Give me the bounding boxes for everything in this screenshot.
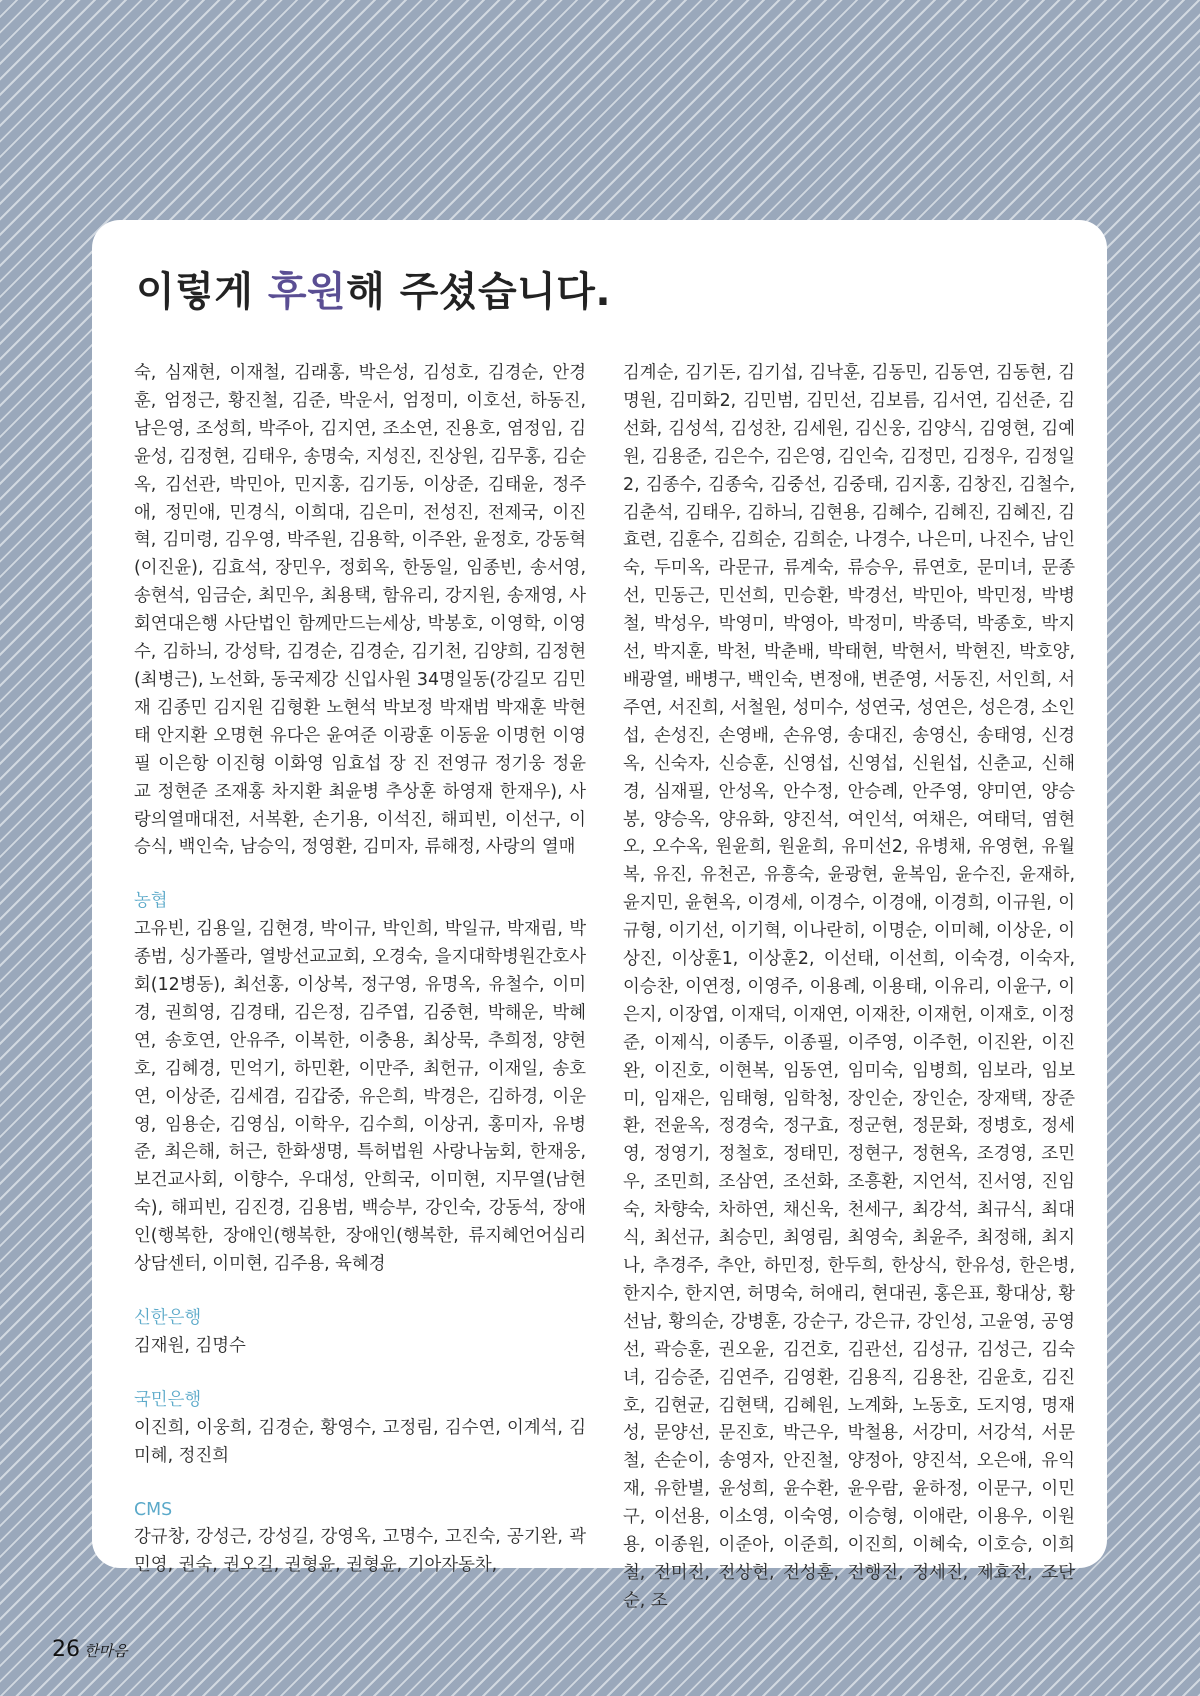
section-nonghyup bbox=[134, 888, 586, 1279]
section-heading: 국민은행 bbox=[134, 1389, 202, 1410]
title-text-after: 해 주셨습니다. bbox=[346, 269, 612, 315]
donor-list: 강규창, 강성근, 강성길, 강영옥, 고명수, 고진숙, 공기완, 곽민영, 권숙, 권오길, 권형윤, 권형윤, 기아자동차, bbox=[134, 1527, 586, 1576]
section-cms bbox=[134, 1497, 586, 1581]
page-footer bbox=[52, 1637, 127, 1662]
page-number: 26 bbox=[52, 1637, 80, 1662]
section-heading: CMS bbox=[134, 1499, 173, 1520]
section-shinhan bbox=[134, 1305, 586, 1361]
donor-list: 이진희, 이웅희, 김경순, 황영수, 고정림, 김수연, 이계석, 김미혜, 정진희 bbox=[134, 1417, 586, 1466]
donor-list: 고유빈, 김용일, 김현경, 박이규, 박인희, 박일규, 박재림, 박종범, 싱가폴라, 열방선교교회, 오경숙, 을지대학병원간호사회(12병동), 최선홍, 이상복, 정구영, 유명옥, 유철수, 이미경, 권희영, 김경태, 김은정, 김주엽, 김중현, 박해운, 박혜연, 송호연, 안유주, 이복한, 이충용, 최상묵, 추희정, 양현호, 김혜경, 민억기, 하민환, 이만주, 최헌규, 이재일, 송호연, 이상준, 김세겸, 김갑중, 유은희, 박경은, 김하경, 이운영, 임용순, 김영심, 이학우, 김수희, 이상귀, 홍미자, 유병준, 최은해, 허근, 한화생명, 특허법원 사랑나눔회, 한재웅, 보건교사회, 이향수, 우대성, 안희국, 이미현, 지무열(남현숙), 해피빈, 김진경, 김용범, 백승부, 강인숙, 강동석, 장애인(행복한, 장애인(행복한, 장애인(행복한, 류지혜언어심리상담센터, 이미현, 김주용, 육혜경 bbox=[134, 919, 586, 1275]
donor-list-continued: 김계순, 김기돈, 김기섭, 김낙훈, 김동민, 김동연, 김동현, 김명원, 김미화2, 김민범, 김민선, 김보름, 김서연, 김선준, 김선화, 김성석, 김성찬, 김세원, 김신웅, 김양식, 김영현, 김예원, 김용준, 김은수, 김은영, 김인숙, 김정민, 김정우, 김정일2, 김종수, 김종숙, 김중선, 김중태, 김지홍, 김창진, 김철수, 김춘석, 김태우, 김하늬, 김현용, 김혜수, 김혜진, 김혜진, 김효련, 김훈수, 김희순, 김희순, 나경수, 나은미, 나진수, 남인숙, 두미옥, 라문규, 류계숙, 류승우, 류연호, 문미녀, 문종선, 민동근, 민선희, 민승환, 박경선, 박민아, 박민정, 박병철, 박성우, 박영미, 박영아, 박정미, 박종덕, 박종호, 박지선, 박지훈, 박천, 박춘배, 박태현, 박현서, 박현진, 박호양, 배광열, 배병구, 백인숙, 변정애, 변준영, 서동진, 서인희, 서주연, 서진희, 서철원, 성미수, 성연국, 성연은, 성은경, 소인섭, 손성진, 손영배, 손유영, 송대진, 송영신, 송태영, 신경옥, 신숙자, 신승훈, 신영섭, 신영섭, 신원섭, 신춘교, 신해경, 심재필, 안성옥, 안수정, 안승례, 안주영, 양미연, 양승봉, 양승옥, 양유화, 양진석, 여인석, 여채은, 여태덕, 염현오, 오수옥, 원윤희, 원윤희, 유미선2, 유병채, 유영현, 유월복, 유진, 유천곤, 유흥숙, 윤광현, 윤복임, 윤수진, 윤재하, 윤지민, 윤현옥, 이경세, 이경수, 이경애, 이경희, 이규원, 이규형, 이기선, 이기혁, 이나란히, 이명순, 이미혜, 이상운, 이상진, 이상훈1, 이상훈2, 이선태, 이선희, 이숙경, 이숙자, 이승찬, 이연정, 이영주, 이용례, 이용태, 이유리, 이윤구, 이은지, 이장엽, 이재덕, 이재연, 이재찬, 이재헌, 이재호, 이정준, 이제식, 이종두, 이종필, 이주영, 이주헌, 이진완, 이진완, 이진호, 이현복, 임동연, 임미숙, 임병희, 임보라, 임보미, 임재은, 임태형, 임학청, 장인순, 장인순, 장재택, 장준환, 전윤옥, 정경숙, 정구효, 정군현, 정문화, 정병호, 정세영, 정영기, 정철호, 정태민, 정현구, 정현옥, 조경영, 조민우, 조민희, 조삼연, 조선화, 조흥환, 지언석, 진서영, 진임숙, 차향숙, 차하연, 채신욱, 천세구, 최강석, 최규식, 최대식, 최선규, 최승민, 최영림, 최영숙, 최윤주, 최정해, 최지나, 추경주, 추안, 하민정, 한두희, 한상식, 한유성, 한은병, 한지수, 한지연, 허명숙, 허애리, 현대권, 홍은표, 황대상, 황선남, 황의순, 강병훈, 강순구, 강은규, 강인성, 고윤영, 공영선, 곽승훈, 권오윤, 김건호, 김관선, 김성규, 김성근, 김숙녀, 김승준, 김연주, 김영환, 김용직, 김용찬, 김윤호, 김진호, 김현균, 김현택, 김혜원, 노계화, 노동호, 도지영, 명재성, 문양선, 문진호, 박근우, 박철용, 서강미, 서강석, 서문철, 손순이, 송영자, 안진철, 양정아, 양진석, 오은애, 유익재, 유한별, 윤성희, 윤수환, 윤우람, 윤하정, 이문구, 이민구, 이선용, 이소영, 이숙영, 이승형, 이애란, 이용우, 이원용, 이종원, 이준아, 이준희, 이진희, 이혜숙, 이호승, 이희철, 전미진, 전상현, 전성훈, 전행진, 정세진, 제효전, 조단순, 조 bbox=[623, 363, 1075, 1611]
donor-list-intro: 숙, 심재현, 이재철, 김래홍, 박은성, 김성호, 김경순, 안경훈, 엄정근, 황진철, 김준, 박운서, 엄정미, 이호선, 하동진, 남은영, 조성희, 박주아, 김지연, 조소연, 진용호, 염정임, 김윤성, 김정현, 김태우, 송명숙, 지성진, 진상원, 김무홍, 김순옥, 김선관, 박민아, 민지홍, 김기동, 이상준, 김태윤, 정주애, 정민애, 민경식, 이희대, 김은미, 전성진, 전제국, 이진혁, 김미령, 김우영, 박주원, 김용학, 이주완, 윤정호, 강동혁(이진윤), 김효석, 장민우, 정회옥, 한동일, 임종빈, 송서영, 송현석, 임금순, 최민우, 최용택, 함유리, 강지원, 송재영, 사회연대은행 사단법인 함께만드는세상, 박봉호, 이영학, 이영수, 김하늬, 강성탁, 김경순, 김경순, 김기천, 김양희, 김정현(최병근), 노선화, 동국제강 신입사원 34명일동(강길모 김민재 김종민 김지원 김형환 노현석 박보정 박재범 박재훈 박현태 안지환 오명현 유다은 윤여준 이광훈 이동윤 이명헌 이영필 이은항 이진형 이화영 임효섭 장 진 전영규 정기웅 정윤교 정현준 조재홍 차지환 최윤병 추상훈 하영재 한재우), 사랑의열매대전, 서복환, 손기용, 이석진, 해피빈, 이선구, 이승식, 백인숙, 남승익, 정영환, 김미자, 류해정, 사랑의 열매 bbox=[134, 363, 586, 858]
left-column bbox=[134, 360, 586, 1580]
section-heading: 농협 bbox=[134, 891, 168, 912]
content-card bbox=[92, 220, 1107, 1611]
donor-list: 김재원, 김명수 bbox=[134, 1335, 246, 1356]
title-highlight: 후원 bbox=[267, 269, 347, 315]
section-heading: 신한은행 bbox=[134, 1308, 202, 1328]
right-column bbox=[623, 360, 1075, 1616]
magazine-name: 한마음 bbox=[84, 1642, 128, 1660]
section-kookmin bbox=[134, 1387, 586, 1471]
page-title bbox=[136, 260, 611, 317]
title-text-before: 이렇게 bbox=[136, 269, 268, 315]
